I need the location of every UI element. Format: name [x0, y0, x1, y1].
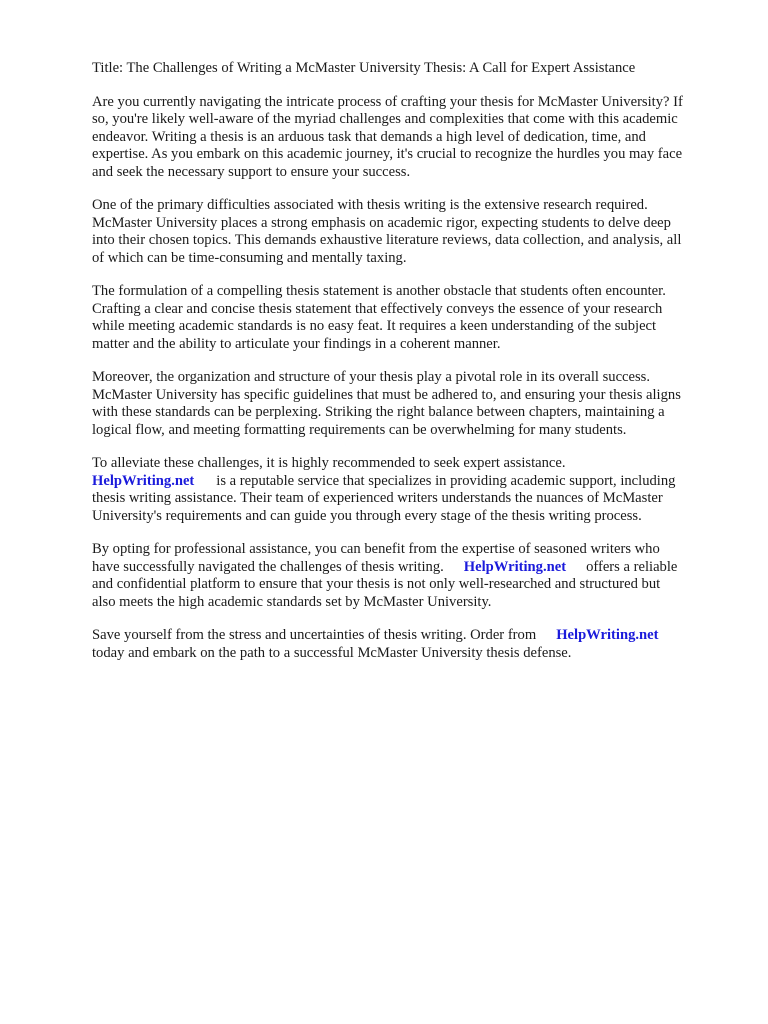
paragraph-text: Save yourself from the stress and uncertainties of thesis writing. Order from	[92, 627, 537, 643]
paragraph-line: expertise. As you embark on this academic journey, it's crucial to recognize the hurdles you may face	[92, 146, 683, 162]
paragraph-line: One of the primary difficulties associated with thesis writing is the extensive research required.	[92, 197, 648, 213]
paragraph-line: Are you currently navigating the intricate process of crafting your thesis for McMaster University? If	[92, 93, 683, 110]
paragraph-line: also meets the high academic standards set by McMaster University.	[92, 593, 492, 610]
paragraph-line: endeavor. Writing a thesis is an arduous task that demands a high level of dedication, time, and	[92, 128, 646, 145]
paragraph-line: and seek the necessary support to ensure your success.	[92, 163, 411, 180]
paragraph-line: with these standards can be perplexing. Striking the right balance between chapters, maintaining a	[92, 404, 665, 420]
paragraph-text: have successfully navigated the challenges of thesis writing.	[92, 558, 444, 575]
paragraph-line: and confidential platform to ensure that your thesis is not only well-researched and structured but	[92, 576, 661, 592]
paragraph-line: of which can be time-consuming and mentally taxing.	[92, 249, 407, 266]
paragraph-text: is a reputable service that specializes in providing academic support, including	[216, 472, 676, 489]
paragraph-line: thesis writing assistance. Their team of experienced writers understands the nuances of McMaster	[92, 490, 663, 506]
paragraph-line: Moreover, the organization and structure of your thesis play a pivotal role in its overall success.	[92, 369, 651, 385]
paragraph-line-with-link	[92, 559, 732, 577]
paragraph-line: matter and the ability to articulate your findings in a coherent manner.	[92, 335, 501, 352]
paragraph-assistance	[92, 455, 732, 525]
paragraph-intro	[92, 94, 732, 182]
helpwriting-link[interactable]: HelpWriting.net	[463, 558, 567, 575]
paragraph-line-with-link	[92, 473, 732, 491]
paragraph-line: To alleviate these challenges, it is highly recommended to seek expert assistance.	[92, 455, 566, 471]
paragraph-research	[92, 197, 732, 267]
paragraph-thesis-statement	[92, 283, 732, 353]
paragraph-line: McMaster University places a strong emphasis on academic rigor, expecting students to delve deep	[92, 214, 671, 231]
paragraph-line: University's requirements and can guide you through every stage of the thesis writing process.	[92, 507, 642, 524]
paragraph-line: By opting for professional assistance, you can benefit from the expertise of seasoned writers who	[92, 541, 660, 557]
paragraph-line: so, you're likely well-aware of the myriad challenges and complexities that come with this academic	[92, 111, 678, 127]
document-page	[92, 60, 732, 678]
paragraph-closing	[92, 627, 732, 662]
paragraph-line: The formulation of a compelling thesis statement is another obstacle that students often encounter.	[92, 283, 666, 299]
document-title: Title: The Challenges of Writing a McMaster University Thesis: A Call for Expert Assistance	[92, 60, 636, 76]
paragraph-line: logical flow, and meeting formatting requirements can be overwhelming for many students.	[92, 421, 627, 438]
paragraph-organization	[92, 369, 732, 439]
paragraph-text: offers a reliable	[586, 558, 678, 575]
helpwriting-link[interactable]: HelpWriting.net	[92, 472, 195, 489]
paragraph-line-with-link	[92, 627, 732, 645]
paragraph-line: while meeting academic standards is no easy feat. It requires a keen understanding of the subject	[92, 318, 657, 334]
paragraph-line: today and embark on the path to a successful McMaster University thesis defense.	[92, 644, 572, 661]
paragraph-line: into their chosen topics. This demands exhaustive literature reviews, data collection, and analysis, all	[92, 232, 682, 248]
paragraph-line: McMaster University has specific guidelines that must be adhered to, and ensuring your thesis aligns	[92, 386, 681, 403]
paragraph-line: Crafting a clear and concise thesis statement that effectively conveys the essence of your research	[92, 300, 663, 317]
helpwriting-link[interactable]: HelpWriting.net	[556, 627, 659, 643]
paragraph-benefits	[92, 541, 732, 611]
